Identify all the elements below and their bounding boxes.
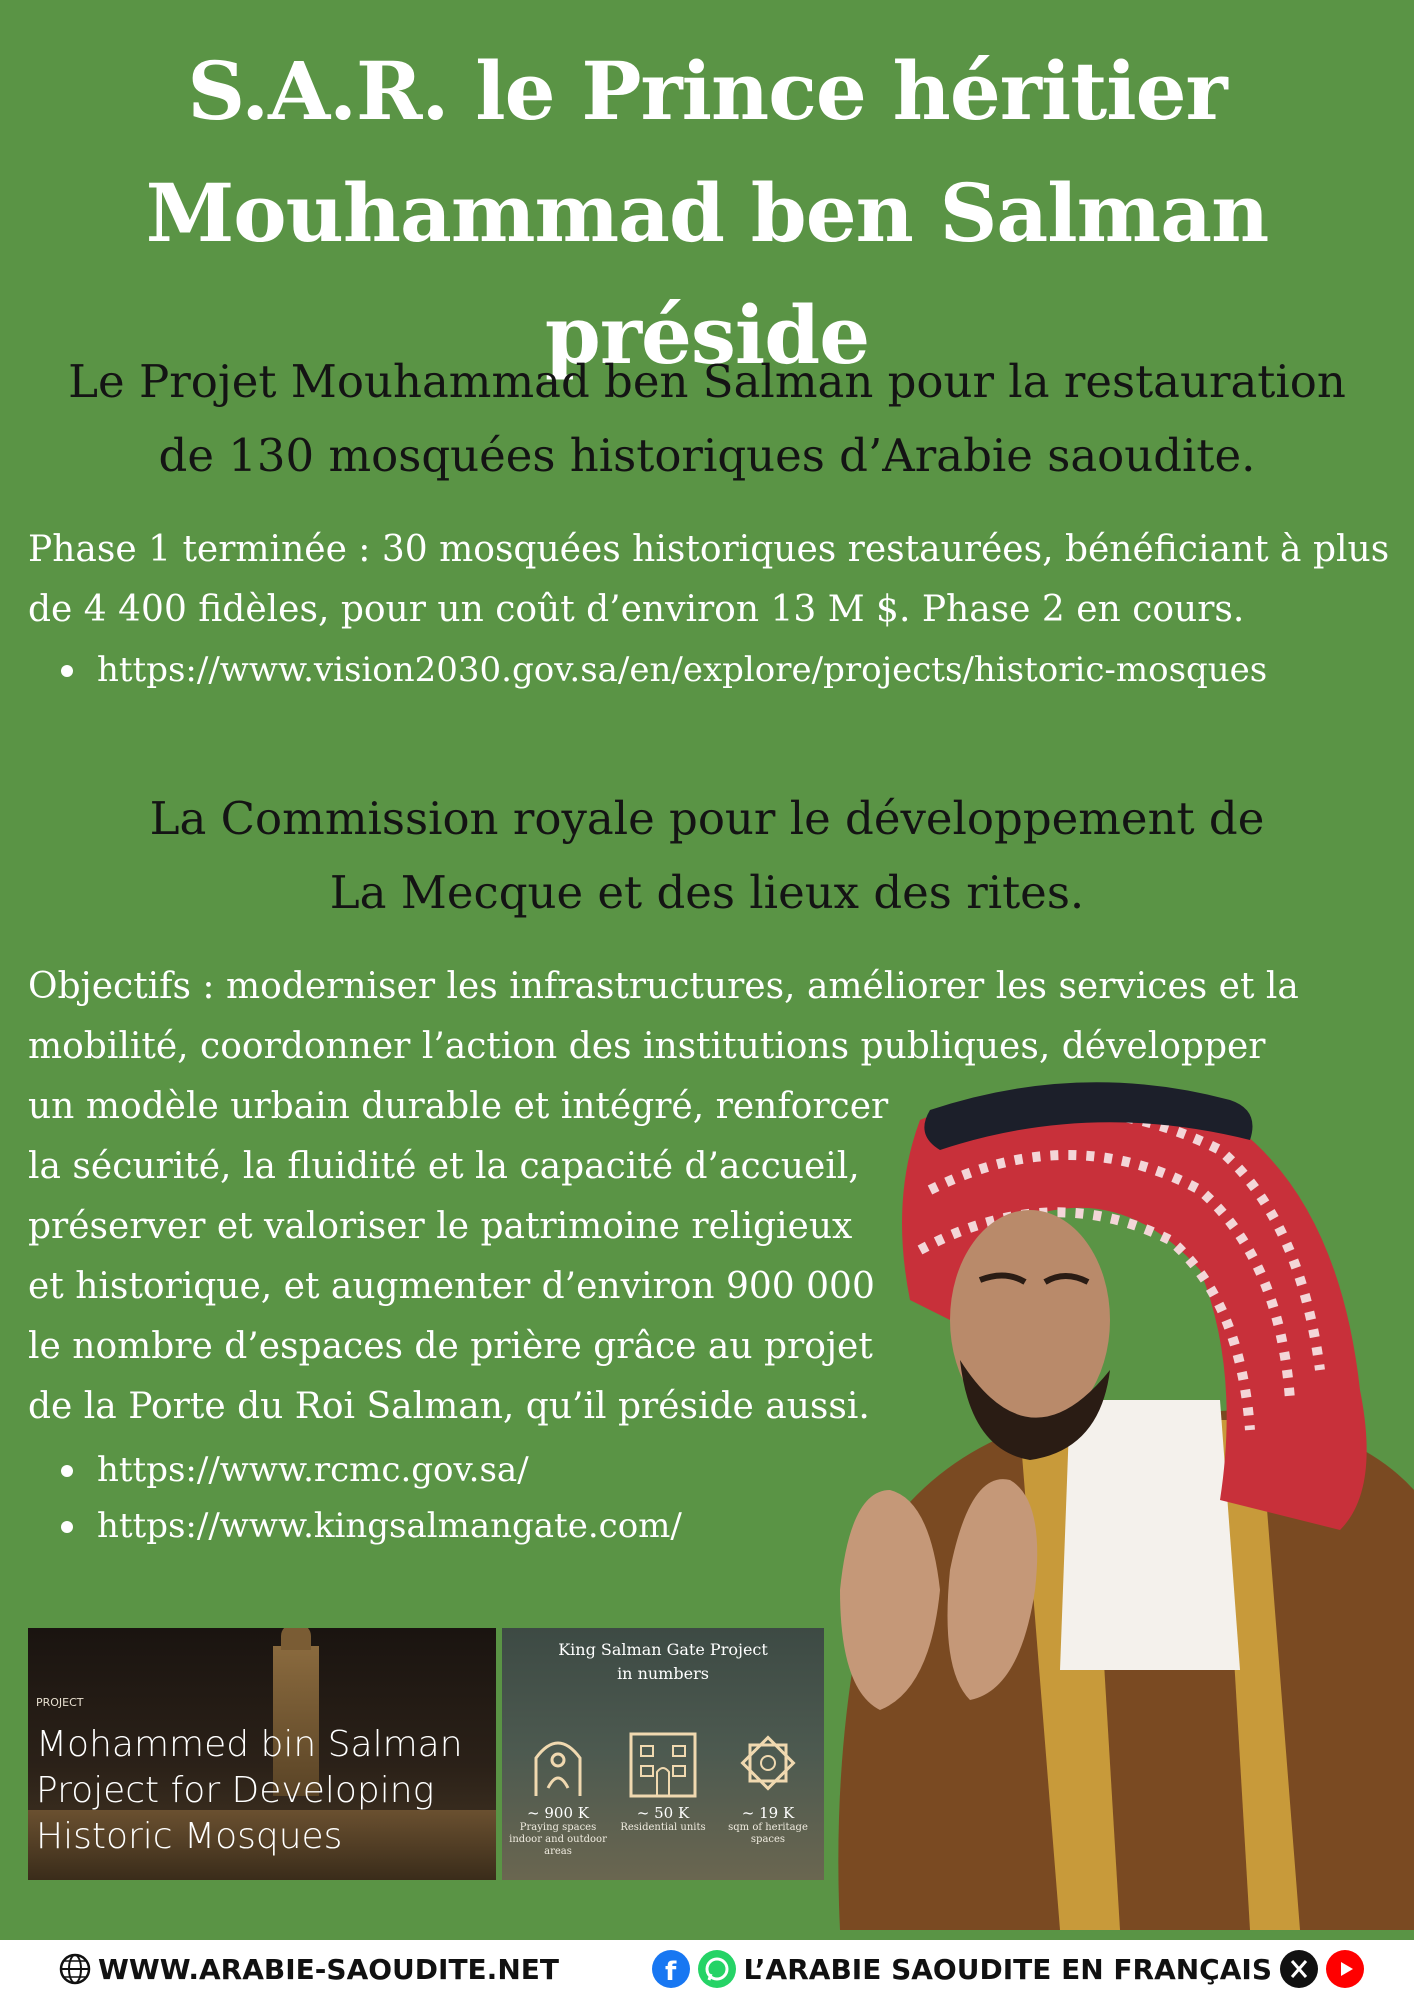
link-list-mosques [55, 642, 1267, 698]
card-title-line-2: in numbers [617, 1664, 709, 1683]
mosques-project-card [28, 1628, 496, 1880]
body-line: de la Porte du Roi Salman, qu’il préside aussi. [28, 1386, 870, 1427]
footer-social [652, 1950, 1365, 1988]
body-line: un modèle urbain durable et intégré, renforcer [28, 1086, 889, 1127]
card-small-label: PROJECT [36, 1696, 84, 1709]
stat-caption: Praying spaces indoor and outdoor areas [509, 1822, 607, 1857]
x-icon[interactable] [1280, 1950, 1318, 1988]
body-line: le nombre d’espaces de prière grâce au projet [28, 1326, 873, 1367]
page-title-line-2: Mouhammad ben Salman préside [145, 166, 1269, 382]
globe-icon [58, 1952, 92, 1986]
body-line: mobilité, coordonner l’action des institutions publiques, développer [28, 1026, 1266, 1067]
youtube-icon[interactable] [1326, 1950, 1364, 1988]
section-heading-line-1: Le Projet Mouhammad ben Salman pour la restauration [68, 355, 1346, 408]
link-rcmc[interactable]: https://www.rcmc.gov.sa/ [55, 1442, 682, 1498]
stat-caption: Residential units [620, 1822, 706, 1833]
footer-website-text: WWW.ARABIE-SAOUDITE.NET [98, 1952, 559, 1986]
body-line: préserver et valoriser le patrimoine religieux [28, 1206, 853, 1247]
section-heading-mosques [0, 345, 1414, 493]
king-salman-gate-card [502, 1628, 824, 1880]
section-heading-line-1: La Commission royale pour le développement de [149, 792, 1265, 845]
prayer-arch-icon [528, 1728, 588, 1798]
facebook-icon[interactable] [652, 1950, 690, 1988]
body-line: et historique, et augmenter d’environ 900 000 [28, 1266, 875, 1307]
stat-heritage-spaces [718, 1728, 818, 1846]
page-title [0, 30, 1414, 396]
stat-residential-units [613, 1728, 713, 1834]
stat-praying-spaces [508, 1728, 608, 1858]
link-vision2030[interactable]: https://www.vision2030.gov.sa/en/explore/projects/historic-mosques [55, 642, 1267, 698]
heritage-star-icon [733, 1728, 803, 1798]
link-kingsalmangate[interactable]: https://www.kingsalmangate.com/ [55, 1498, 682, 1554]
stat-value: ~ 50 K [636, 1804, 690, 1822]
card-title-line-1: King Salman Gate Project [558, 1640, 768, 1659]
svg-text:f: f [664, 1957, 676, 1987]
footer-website[interactable] [58, 1952, 559, 1986]
body-line: Objectifs : moderniser les infrastructures, améliorer les services et la [28, 966, 1299, 1007]
link-list-commission [55, 1442, 682, 1554]
stat-value: ~ 19 K [741, 1804, 795, 1822]
crown-prince-portrait [820, 1070, 1414, 1930]
section-heading-line-2: La Mecque et des lieux des rites. [329, 866, 1085, 919]
stat-value: ~ 900 K [527, 1804, 589, 1822]
section-heading-line-2: de 130 mosquées historiques d’Arabie saoudite. [158, 429, 1256, 482]
section-heading-commission [0, 782, 1414, 930]
card-title: Mohammed bin Salman Project for Developing Historic Mosques [36, 1724, 463, 1857]
stat-caption: sqm of heritage spaces [728, 1822, 808, 1845]
card-title [502, 1638, 824, 1686]
footer-brand: L’ARABIE SAOUDITE EN FRANÇAIS [743, 1952, 1272, 1986]
page-title-line-1: S.A.R. le Prince héritier [187, 44, 1227, 138]
building-icon [613, 1728, 713, 1798]
section-body-mosques: Phase 1 terminée : 30 mosquées historiques restaurées, bénéficiant à plus de 4 400 fidèles, pour un coût d’environ 13 M $. Phase 2 en cours. [28, 529, 1390, 630]
body-line: la sécurité, la fluidité et la capacité d’accueil, [28, 1146, 860, 1187]
footer-bar [0, 1940, 1414, 2000]
whatsapp-icon[interactable] [698, 1950, 736, 1988]
